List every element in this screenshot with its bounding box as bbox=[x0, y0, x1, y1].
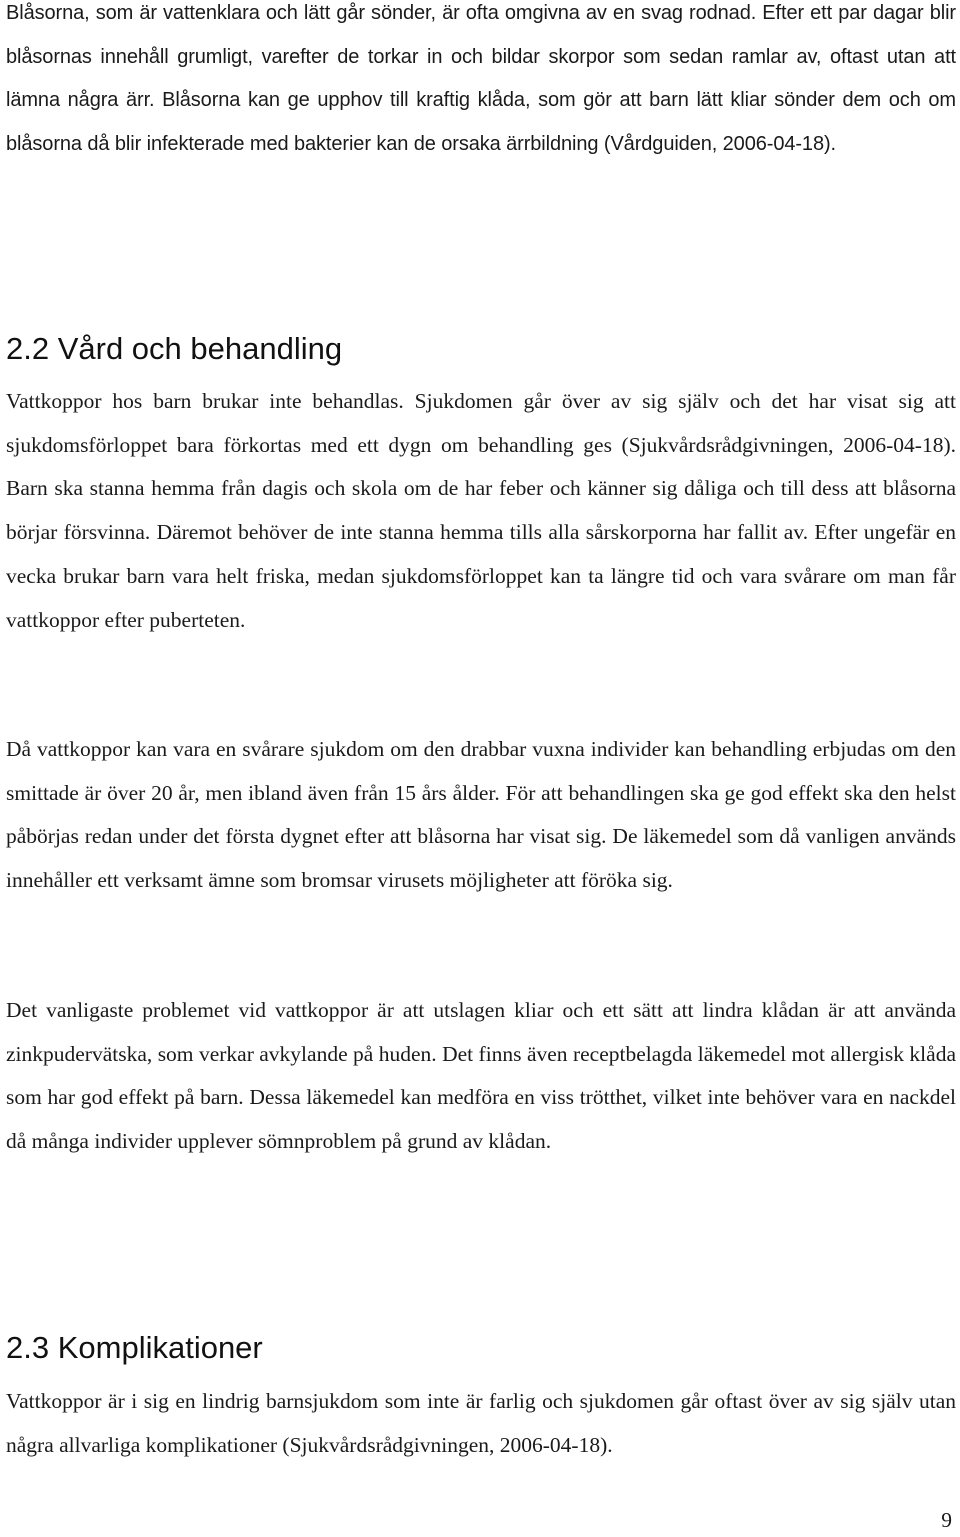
paragraph-itch-relief: Det vanligaste problemet vid vattkoppor är att utslagen kliar och ett sätt att lindra klådan är att använda zinkpudervätska, som verkar avkylande på huden. Det finns även receptbelagda läkemedel mot allergisk klåda som har god effekt på barn. Dessa läkemedel kan medföra en viss trötthet, vilket inte behöver vara en nackdel då många individer upplever sömnproblem på grund av klådan. bbox=[6, 998, 956, 1154]
paragraph-treatment-adults: Då vattkoppor kan vara en svårare sjukdom om den drabbar vuxna individer kan behandling erbjudas om den smittade är över 20 år, men ibland även från 15 års ålder. För att behandlingen ska ge god effekt ska den helst påbörjas redan under det första dygnet efter att blåsorna har visat sig. De läkemedel som då vanligen används innehåller ett verksamt ämne som bromsar virusets möjligheter att föröka sig. bbox=[6, 737, 956, 893]
section-heading-2-2: 2.2 Vård och behandling bbox=[6, 331, 343, 366]
paragraph-complications: Vattkoppor är i sig en lindrig barnsjukdom som inte är farlig och sjukdomen går oftast över av sig själv utan några allvarliga komplikationer (Sjukvårdsrådgivningen, 2006-04-18). bbox=[6, 1389, 956, 1457]
intro-paragraph: Blåsorna, som är vattenklara och lätt går sönder, är ofta omgivna av en svag rodnad. Efter ett par dagar blir blåsornas innehåll grumligt, varefter de torkar in och bildar skorpor som sedan ramlar av, oftast utan att lämna några ärr. Blåsorna kan ge upphov till kraftig klåda, som gör att barn lätt kliar sönder dem och om blåsorna då blir infekterade med bakterier kan de orsaka ärrbildning (Vårdguiden, 2006-04-18). bbox=[6, 2, 956, 156]
paragraph-treatment-children: Vattkoppor hos barn brukar inte behandlas. Sjukdomen går över av sig själv och det har visat sig att sjukdomsförloppet bara förkortas med ett dygn om behandling ges (Sjukvårdsrådgivningen, 2006-04-18). Barn ska stanna hemma från dagis och skola om de har feber och känner sig dåliga och till dess att blåsorna börjar försvinna. Däremot behöver de inte stanna hemma tills alla sårskorporna har fallit av. Efter ungefär en vecka brukar barn vara helt friska, medan sjukdomsförloppet kan ta längre tid och vara svårare om man får vattkoppor efter puberteten. bbox=[6, 389, 956, 632]
section-heading-2-3: 2.3 Komplikationer bbox=[6, 1330, 263, 1365]
page-number: 9 bbox=[941, 1508, 952, 1532]
